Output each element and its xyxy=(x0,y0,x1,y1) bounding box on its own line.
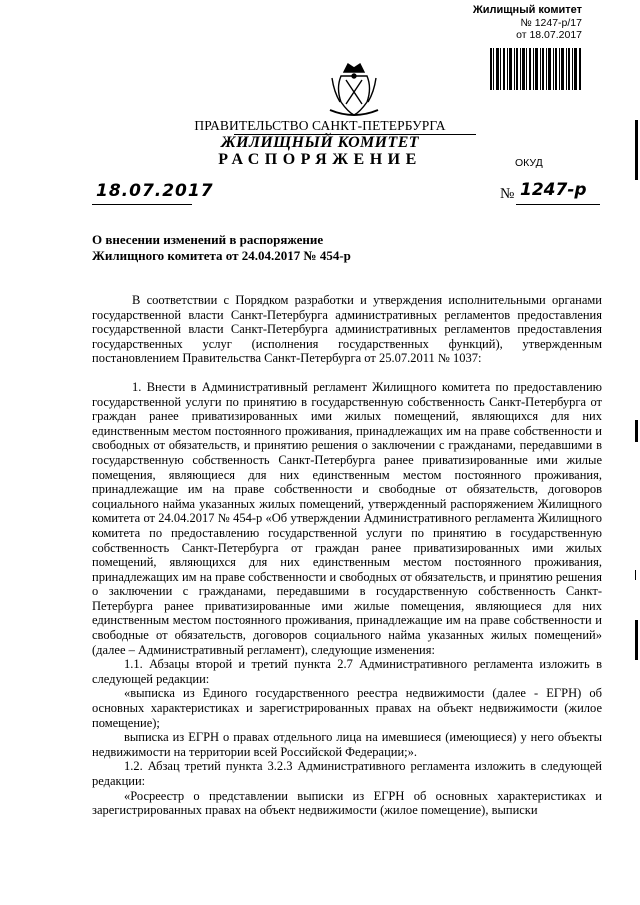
stamp-org: Жилищный комитет xyxy=(472,4,582,16)
subject-line-2: Жилищного комитета от 24.04.2017 № 454-р xyxy=(92,247,351,263)
handwritten-date: 18.07.2017 xyxy=(96,181,214,201)
clause-1-2-quote-1: «Росреестр о представлении выписки из ЕГРН об основных характеристиках и зарегистрированных правах на объект недвижимости (жилое помещение), выписки xyxy=(92,788,602,818)
coat-of-arms-emblem xyxy=(328,58,380,118)
handwritten-number: 1247-р xyxy=(520,180,587,200)
subject-line-1: О внесении изменений в распоряжение xyxy=(92,232,324,247)
preamble-paragraph: В соответствии с Порядком разработки и утверждения исполнительными органами государственной власти Санкт-Петербурга административных регламентов предоставления государственной власти Санкт-Петербурга административных регламентов предоставления государственных услуг (исполнения государственных функций), утвержденным постановлением Правительства Санкт-Петербурга от 25.07.2011 № 1037: xyxy=(92,293,602,366)
registration-stamp xyxy=(473,4,582,42)
number-sign: № xyxy=(500,186,515,202)
clause-1-paragraph: 1. Внести в Административный регламент Жилищного комитета по предоставлению государственной услуги по принятию в государственную собственность Санкт-Петербурга от граждан ранее приватизированных ими жилых помещений, являющихся для них единственным местом постоянного проживания, принадлежащих им на праве собственности и свободных от обязательств, и принятию решения о заключении с гражданами, передавшими в государственную собственность Санкт-Петербурга ранее приватизированные ими жилые помещения, являющиеся для них единственным местом постоянного проживания, принадлежащие им на праве собственности и свободные от обязательств, договоров социального найма указанных жилых помещений, утвержденный распоряжением Жилищного комитета от 24.04.2017 № 454-р «Об утверждении Административного регламента Жилищного комитета по предоставлению государственной услуги по принятию в государственную собственность Санкт-Петербурга от граждан ранее приватизированных ими жилых помещений, являющихся для них единственным местом постоянного проживания, принадлежащих им на праве собственности и свободных от обязательств, и принятию решения о заключении с гражданами, передавшими в государственную собственность Санкт-Петербурга ранее приватизированные ими жилые помещения, являющиеся для них единственным местом постоянного проживания, принадлежащие им на праве собственности и свободные от обязательств, договоров социального найма указанных жилых помещений» (далее – Административный регламент), следующие изменения: xyxy=(92,379,602,657)
clause-1-1-quote-1: «выписка из Единого государственного реестра недвижимости (далее - ЕГРН) об основных характеристиках и зарегистрированных правах на объект недвижимости (жилое помещение); xyxy=(92,686,602,730)
document-subject xyxy=(92,232,392,263)
scan-edge-mark xyxy=(635,120,638,180)
clause-1-2-paragraph: 1.2. Абзац третий пункта 3.2.3 Административного регламента изложить в следующей редакции: xyxy=(92,759,602,788)
clause-1-1-quote-2: выписка из ЕГРН о правах отдельного лица на имевшиеся (имеющиеся) у него объекты недвижимости на территории всей Российской Федерации;». xyxy=(92,730,602,759)
document-type-title: РАСПОРЯЖЕНИЕ xyxy=(218,151,422,168)
committee-title: ЖИЛИЩНЫЙ КОМИТЕТ xyxy=(221,134,419,151)
stamp-date: от 18.07.2017 xyxy=(516,29,582,41)
scan-edge-mark xyxy=(635,420,638,442)
date-underline xyxy=(92,204,192,205)
stamp-number: № 1247-р/17 xyxy=(520,16,582,29)
document-body xyxy=(92,293,602,818)
barcode xyxy=(490,48,582,90)
number-underline xyxy=(516,204,600,205)
okud-label: ОКУД xyxy=(515,157,543,169)
clause-1-1-paragraph: 1.1. Абзацы второй и третий пункта 2.7 Административного регламента изложить в следующей редакции: xyxy=(92,657,602,686)
government-title: ПРАВИТЕЛЬСТВО САНКТ-ПЕТЕРБУРГА xyxy=(194,118,446,133)
scan-edge-mark xyxy=(635,620,638,660)
scan-edge-tick xyxy=(635,570,636,580)
